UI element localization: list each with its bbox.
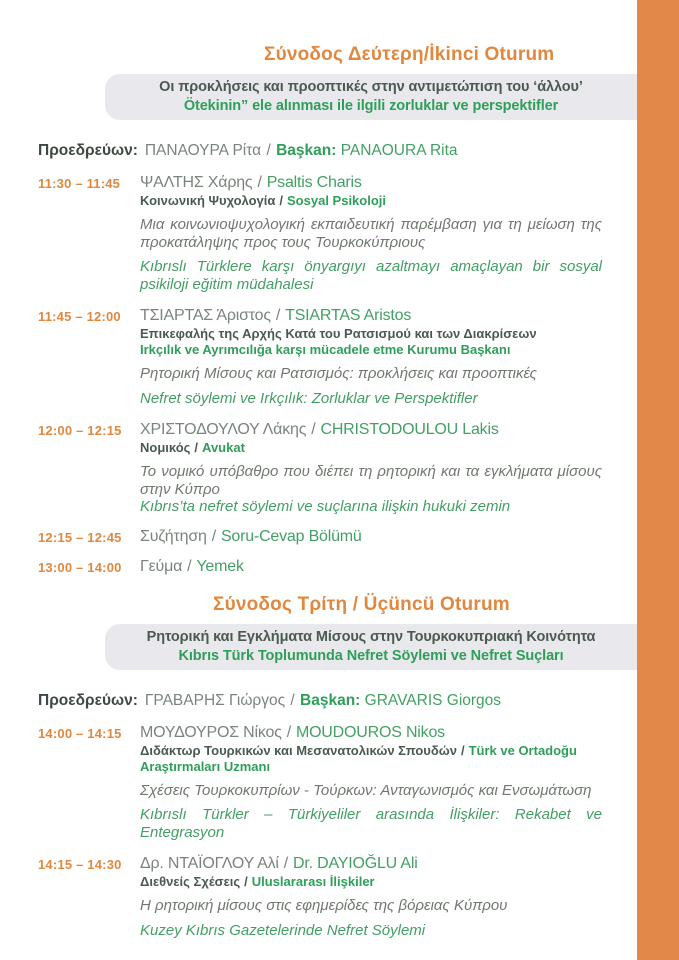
chair-name-turkish: GRAVARIS Giorgos [364,691,502,709]
speaker-role [140,874,602,890]
side-accent-bar [637,0,679,960]
time-label: 14:00 – 14:15 [38,725,122,741]
session-topic-banner [105,624,637,670]
item-body [140,307,602,407]
break-label [140,528,602,546]
chair-name-greek: ΠΑΝΑΟΥΡΑ Ρίτα [144,142,262,159]
chair-label-greek: Προεδρεύων: [38,142,138,159]
abstract-turkish: Kıbrıslı Türkler – Türkiyeliler arasında İlişkiler: Rekabet ve Entegrasyon [140,806,602,841]
speaker-role-turkish: Uluslararası İlişkiler [251,874,375,889]
abstract-greek: Σχέσεις Τουρκοκυπρίων - Τούρκων: Ανταγωνισμός και Ενσωμάτωση [140,781,592,799]
break-label-turkish: Yemek [196,557,244,575]
speaker-name [140,855,602,873]
break-label-greek: Συζήτηση [140,527,207,545]
speaker-name-latin: TSIARTAS Aristos [285,307,412,324]
item-body [140,421,602,516]
topic-greek: Οι προκλήσεις και προοπτικές στην αντιμετώπιση του ‘άλλου’ [159,79,583,95]
break-label-turkish: Soru-Cevap Bölümü [220,527,362,545]
speaker-role-greek: Διεθνείς Σχέσεις [140,874,241,889]
break-label [140,558,602,576]
schedule-item [38,307,637,407]
chair-separator: / [290,691,295,709]
speaker-name [140,174,602,192]
schedule-item [38,724,637,842]
chair-separator: / [266,142,271,159]
abstract-greek: Η ρητορική μίσους στις εφημερίδες της βόρειας Κύπρου [140,897,508,914]
speaker-name [140,724,602,742]
abstract-turkish: Kıbrıs’ta nefret söylemi ve suçlarına ilişkin hukuki zemin [140,498,511,515]
time-label: 13:00 – 14:00 [38,559,122,575]
speaker-role [140,326,602,358]
session-title: Σύνοδος Δεύτερη/İkinci Oturum [264,44,555,65]
speaker-role [140,440,602,456]
speaker-name-greek: Δρ. ΝΤΑΪΟΓΛΟΥ Αλί [140,855,279,872]
speaker-name-latin: CHRISTODOULOU Lakis [320,421,499,438]
role-separator: / [279,193,284,208]
abstract-greek: Μια κοινωνιοψυχολογική εκπαιδευτική παρέμβαση για τη μείωση της προκατάληψης προς τους Τουρκοκύπριους [140,216,602,251]
speaker-role-turkish: Irkçılık ve Ayrımcılığa karşı mücadele etme Kurumu Başkanı [140,342,511,357]
topic-turkish: Kıbrıs Türk Toplumunda Nefret Söylemi ve Nefret Suçları [178,647,564,664]
speaker-role-greek: Κοινωνική Ψυχολογία [140,193,276,208]
speaker-name-latin: Psaltis Charis [266,174,362,191]
speaker-name [140,421,602,439]
speaker-name-greek: ΜΟΥΔΟΥΡΟΣ Νίκος [140,723,282,741]
chair-label-greek: Προεδρεύων: [38,691,138,709]
speaker-name-greek: ΧΡΙΣΤΟΔΟΥΛΟΥ Λάκης [140,421,307,438]
speaker-name-latin: Dr. DAYIOĞLU Ali [293,855,418,872]
speaker-role [140,193,602,209]
speaker-name-latin: MOUDOUROS Nikos [295,723,445,741]
role-separator: / [194,440,199,455]
topic-turkish: Ötekinin” ele alınması ile ilgili zorluklar ve perspektifler [183,98,559,114]
abstract-greek: Το νομικό υπόβαθρο που διέπει τη ρητορική και τα εγκλήματα μίσους στην Κύπρο [140,463,602,498]
speaker-name-greek: ΤΣΙΑΡΤΑΣ Άριστος [140,307,271,324]
abstract-turkish: Kıbrıslı Türklere karşı önyargıyı azaltmayı amaçlayan bir sosyal psikiloji eğitim müdahalesi [140,258,602,293]
speaker-role-greek: Επικεφαλής της Αρχής Κατά του Ρατσισμού και των Διακρίσεων [140,326,537,341]
item-body [140,528,602,546]
topic-greek: Ρητορική και Εγκλήματα Μίσους στην Τουρκοκυπριακή Κοινότητα [146,628,596,645]
break-label-greek: Γεύμα [140,557,183,575]
time-label: 12:00 – 12:15 [38,423,122,438]
schedule-item [38,421,637,516]
time-label: 14:15 – 14:30 [38,857,122,872]
session-topic-banner [105,74,637,120]
schedule-item [38,855,637,939]
session-title: Σύνοδος Τρίτη / Üçüncü Oturum [213,593,510,615]
chair-row [38,691,637,710]
time-label: 12:15 – 12:45 [38,529,122,545]
chair-name-greek: ΓΡΑΒΑΡΗΣ Γιώργος [144,691,286,709]
name-separator: / [286,723,291,741]
chair-label-turkish: Başkan: [276,142,337,159]
speaker-role-turkish: Türk ve Ortadoğu Araştırmaları Uzmanı [140,742,577,774]
speaker-role [140,743,602,775]
item-body [140,724,602,842]
item-body [140,558,602,576]
name-separator: / [311,421,316,438]
role-separator: / [244,874,248,889]
chair-row [38,141,637,160]
time-label: 11:45 – 12:00 [38,309,121,324]
abstract-turkish: Kuzey Kıbrıs Gazetelerinde Nefret Söylemi [140,921,426,939]
schedule-break [38,528,637,546]
chair-name-turkish: PANAOURA Rita [340,142,458,159]
chair-label-turkish: Başkan: [300,691,361,709]
abstract-turkish: Nefret söylemi ve Irkçılık: Zorluklar ve Perspektifler [140,389,478,407]
item-body [140,174,602,293]
name-separator: / [257,174,262,191]
role-separator: / [460,742,465,758]
time-label: 11:30 – 11:45 [38,176,121,191]
speaker-role-turkish: Avukat [202,440,245,455]
break-separator: / [211,527,216,545]
speaker-name-greek: ΨΑΛΤΗΣ Χάρης [140,174,253,191]
name-separator: / [275,307,281,324]
schedule-break [38,558,637,576]
abstract-greek: Ρητορική Μίσους και Ρατσισμός: προκλήσεις και προοπτικές [140,365,537,382]
speaker-role-greek: Νομικός [140,440,191,455]
item-body [140,855,602,939]
speaker-name [140,307,602,325]
break-separator: / [187,557,192,575]
speaker-role-greek: Διδάκτωρ Τουρκικών και Μεσανατολικών Σπουδών [140,742,457,758]
speaker-role-turkish: Sosyal Psikoloji [287,193,387,208]
name-separator: / [283,855,289,872]
schedule-item [38,174,637,293]
